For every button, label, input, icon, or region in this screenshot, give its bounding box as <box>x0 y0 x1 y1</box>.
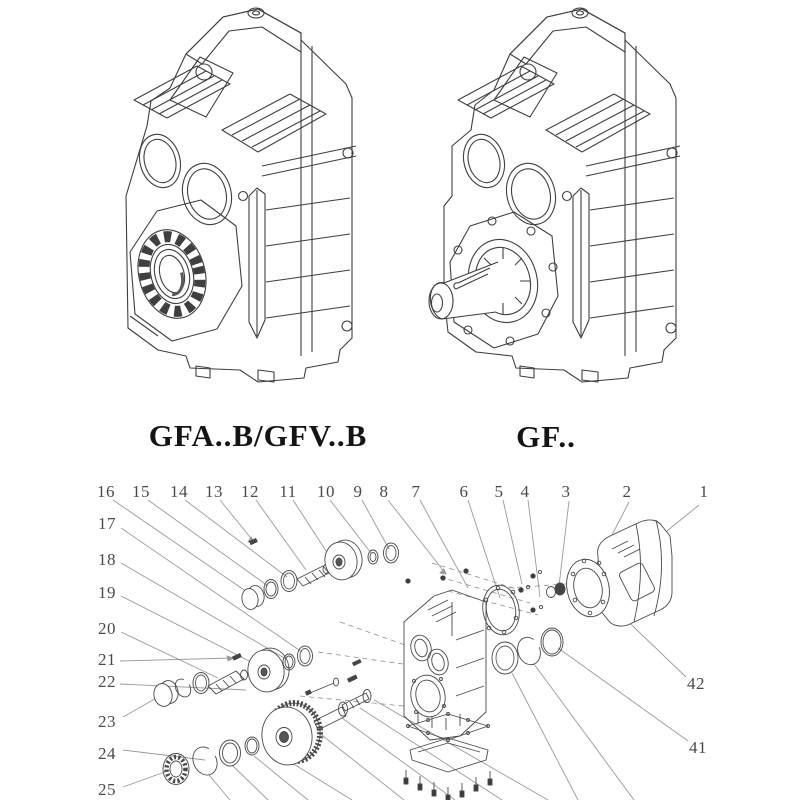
callout-5: 5 <box>494 482 504 501</box>
callout-13: 13 <box>205 482 223 501</box>
callout-10: 10 <box>317 482 335 501</box>
input-bores <box>134 130 248 230</box>
top-flange-bar <box>186 9 301 64</box>
callout-15: 15 <box>132 482 150 501</box>
intermediate-shaft-assembly <box>152 645 313 708</box>
pointed-rib <box>573 188 589 338</box>
key <box>353 659 362 665</box>
callout-19: 19 <box>98 583 116 602</box>
side-ribs <box>590 198 674 318</box>
oil-pan <box>410 738 488 772</box>
snap-ring <box>514 634 544 668</box>
motor-pinion <box>555 583 565 595</box>
callout-17: 17 <box>98 514 116 533</box>
input-shaft-assembly <box>240 538 399 611</box>
callout-23: 23 <box>98 712 116 731</box>
flange-gasket-hardware <box>464 569 565 638</box>
pointed-rib <box>249 188 265 338</box>
side-column <box>625 40 636 356</box>
callout-7: 7 <box>411 482 421 501</box>
callout-22: 22 <box>98 672 116 691</box>
side-ribs <box>266 198 350 318</box>
callout-6: 6 <box>459 482 469 501</box>
callout-25: 25 <box>98 780 116 799</box>
crossbar <box>586 146 680 176</box>
callout-41: 41 <box>689 738 707 757</box>
gear-housing <box>404 576 486 740</box>
callout-16: 16 <box>97 482 115 501</box>
side-column <box>301 40 312 356</box>
exploded-view-drawing <box>113 500 699 800</box>
motor <box>561 520 672 626</box>
callout-2: 2 <box>622 482 632 501</box>
callout-4: 4 <box>520 482 530 501</box>
callout-11: 11 <box>279 482 297 501</box>
assembly-axes <box>300 563 566 706</box>
gearbox-solid-shaft-drawing <box>429 8 680 382</box>
fin-patch-1 <box>458 66 554 118</box>
fin-patch-2 <box>546 94 650 152</box>
callout-24: 24 <box>98 744 116 763</box>
callout-12: 12 <box>241 482 259 501</box>
gearbox-hollow-shaft-drawing <box>126 8 356 382</box>
model-label-right: GF.. <box>516 419 576 454</box>
housing-outline <box>444 9 676 382</box>
splined-shaft <box>208 671 244 694</box>
crossbar <box>262 146 356 176</box>
input-pinion-shaft <box>297 566 329 586</box>
output-shaft <box>429 262 498 319</box>
callout-14: 14 <box>170 482 188 501</box>
callout-3: 3 <box>561 482 571 501</box>
hollow-shaft-bearing <box>128 222 215 326</box>
stud <box>310 683 334 693</box>
fin-patch-2 <box>222 94 326 152</box>
callout-42: 42 <box>687 674 705 693</box>
top-flange-bar <box>510 9 625 64</box>
output-shaft <box>314 693 369 730</box>
callout-21: 21 <box>98 650 116 669</box>
model-label-left: GFA..B/GFV..B <box>148 418 368 453</box>
callout-8: 8 <box>379 482 389 501</box>
callout-20: 20 <box>98 619 116 638</box>
snap-ring <box>188 743 221 779</box>
input-bores <box>458 130 572 230</box>
fin-patch-1 <box>134 66 230 118</box>
gasket-plate <box>408 714 488 740</box>
callout-9: 9 <box>353 482 363 501</box>
key <box>233 653 242 660</box>
callout-18: 18 <box>98 550 116 569</box>
callout-1: 1 <box>699 482 709 501</box>
key <box>348 675 358 682</box>
